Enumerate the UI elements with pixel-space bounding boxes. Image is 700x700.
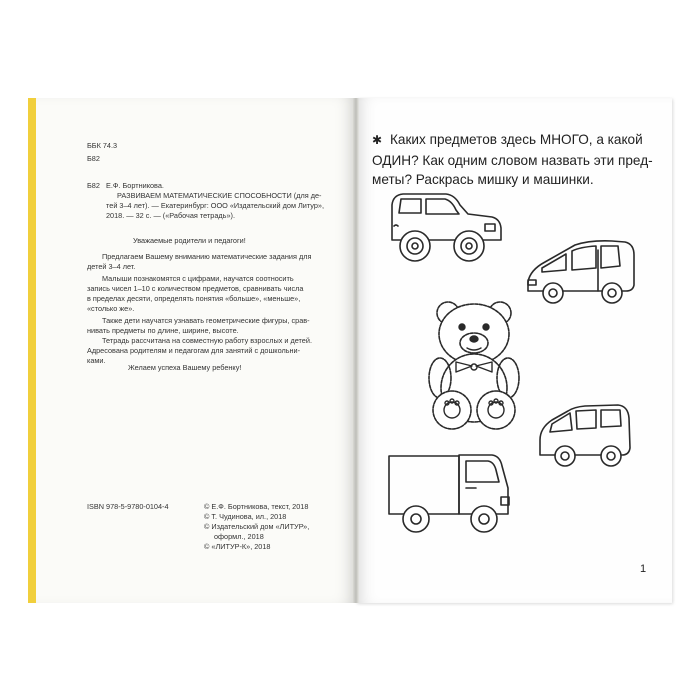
isbn: ISBN 978-5-9780-0104-4	[87, 502, 169, 511]
bbk-b: Б82	[87, 154, 100, 163]
intro-line1: Предлагаем Вашему вниманию математические задания для	[102, 252, 312, 261]
hatchback-icon	[540, 405, 630, 466]
audience-line2: Адресована родителям и педагогам для занятий с дошкольни-	[87, 346, 301, 355]
book-title-line1: РАЗВИВАЕМ МАТЕМАТИЧЕСКИЕ СПОСОБНОСТИ (для де-	[117, 191, 322, 200]
star-icon: ✱	[372, 133, 383, 147]
task-line3: меты? Раскрась мишку и машинки.	[372, 172, 594, 187]
shapes-line2: нивать предметы по длине, ширине, высоте.	[87, 326, 239, 335]
copyright-design: оформл., 2018	[214, 532, 264, 541]
skills-line1: Малыши познакомятся с цифрами, научатся соотносить	[102, 274, 294, 283]
author-code: Б82	[87, 181, 100, 190]
audience-line1: Тетрадь рассчитана на совместную работу взрослых и детей.	[102, 336, 312, 345]
skills-line4: «столько же».	[87, 304, 135, 313]
copyright-text: © Е.Ф. Бортникова, текст, 2018	[204, 502, 309, 511]
author-name: Е.Ф. Бортникова.	[106, 181, 164, 190]
greeting: Уважаемые родители и педагоги!	[133, 236, 246, 245]
page-number: 1	[640, 563, 647, 575]
copyright-litur-k: © «ЛИТУР-К», 2018	[204, 542, 271, 551]
task-line1: Каких предметов здесь МНОГО, а какой	[390, 132, 643, 147]
shapes-line1: Также дети научатся узнавать геометрические фигуры, срав-	[102, 316, 310, 325]
audience-line3: ками.	[87, 356, 106, 365]
jeep-icon	[392, 194, 501, 261]
book-title-line3: 2018. — 32 с. — («Рабочая тетрадь»).	[106, 211, 235, 220]
truck-icon	[389, 455, 509, 532]
minivan-icon	[528, 241, 634, 303]
copyright-illustrations: © Т. Чудинова, ил., 2018	[204, 512, 287, 521]
wish: Желаем успеха Вашему ребенку!	[128, 363, 242, 372]
intro-line2: детей 3–4 лет.	[87, 262, 136, 271]
bbk-code: ББК 74.3	[87, 141, 118, 150]
skills-line3: в пределах десяти, определять понятия «больше», «меньше»,	[87, 294, 301, 303]
book-title-line2: тей 3–4 лет). — Екатеринбург: ООО «Издательский дом Литур»,	[106, 201, 325, 210]
copyright-publisher: © Издательский дом «ЛИТУР»,	[204, 522, 310, 531]
task-line2: ОДИН? Как одним словом назвать эти пред-	[372, 152, 653, 168]
skills-line2: запись чисел 1–10 с количеством предметов, сравнивать числа	[87, 284, 304, 293]
teddy-bear-icon	[429, 302, 519, 429]
